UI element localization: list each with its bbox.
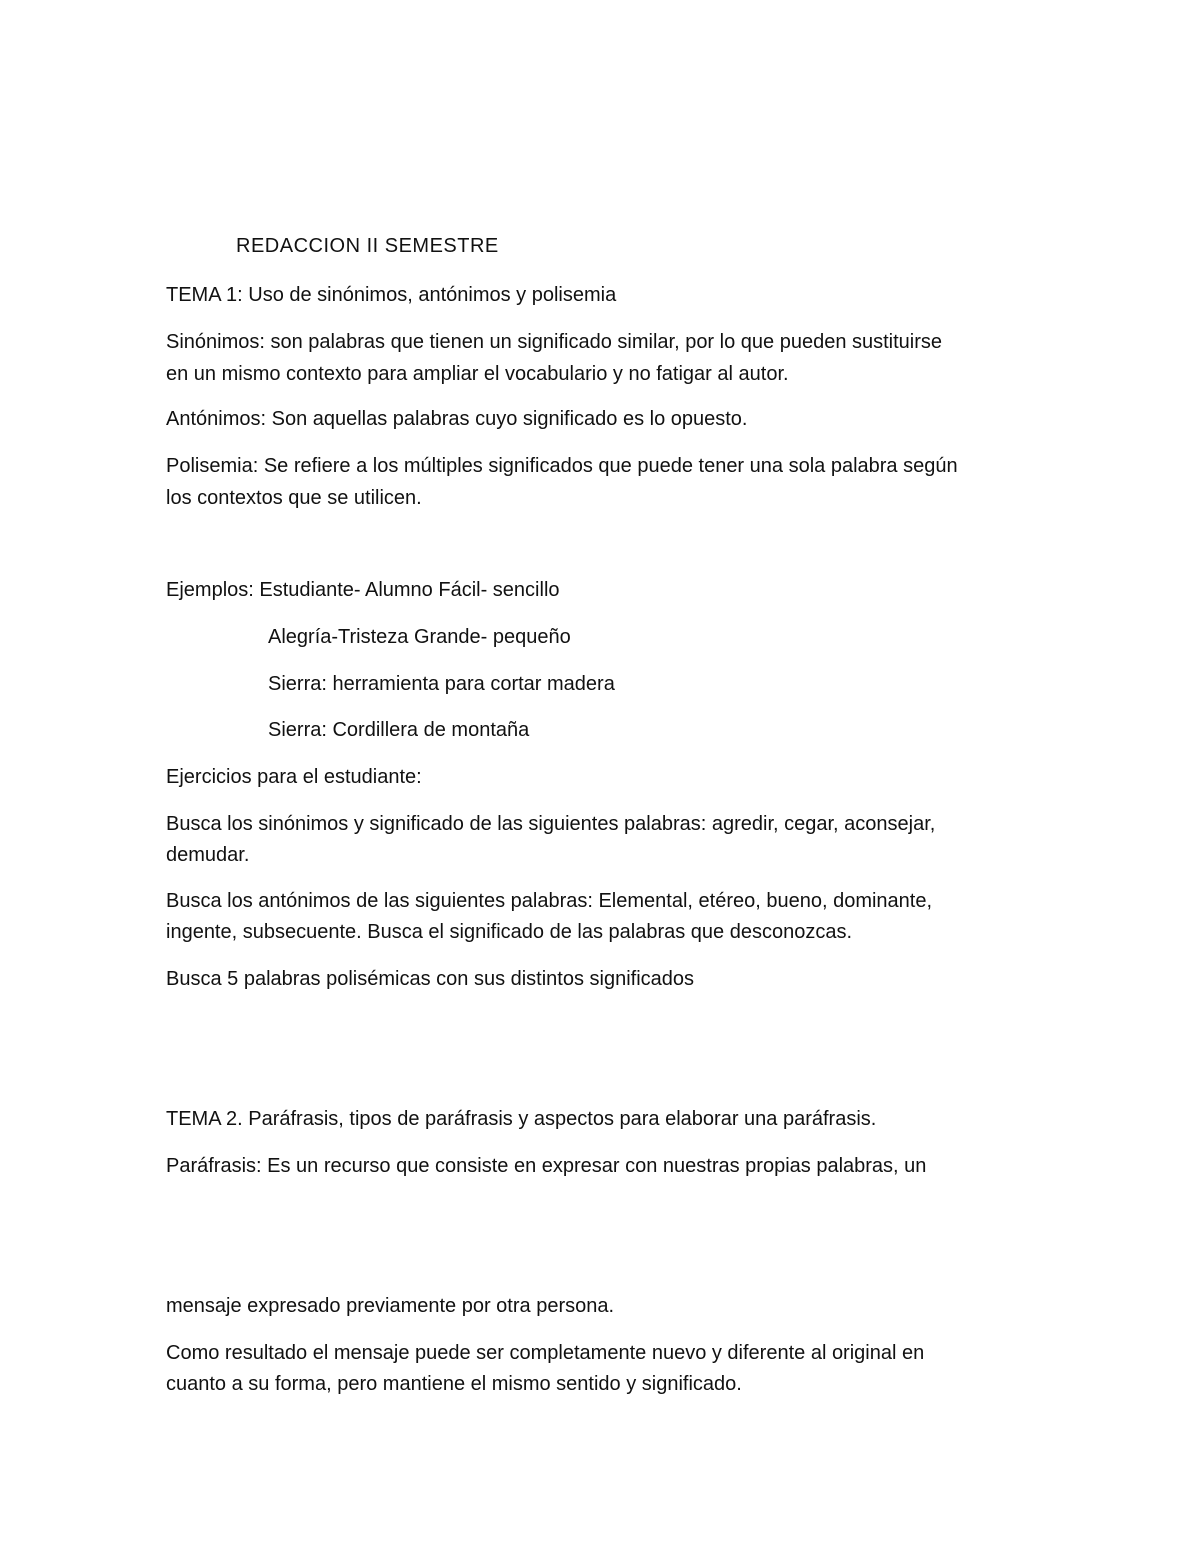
ejemplos-line-2: Alegría-Tristeza Grande- pequeño bbox=[268, 626, 571, 648]
ejercicios-heading: Ejercicios para el estudiante: bbox=[166, 766, 422, 788]
document-title: REDACCION II SEMESTRE bbox=[236, 235, 499, 257]
ejercicio-2-line-1: Busca los antónimos de las siguientes palabras: Elemental, etéreo, bueno, dominante, bbox=[166, 890, 933, 912]
tema2-heading: TEMA 2. Paráfrasis, tipos de paráfrasis y aspectos para elaborar una paráfrasis. bbox=[166, 1108, 877, 1130]
polisemia-line-1: Polisemia: Se refiere a los múltiples significados que puede tener una sola palabra según bbox=[166, 455, 958, 477]
sinonimos-line-1: Sinónimos: son palabras que tienen un significado similar, por lo que pueden sustituirse bbox=[166, 331, 943, 353]
ejemplos-line-3: Sierra: herramienta para cortar madera bbox=[268, 673, 615, 695]
antonimos-definition: Antónimos: Son aquellas palabras cuyo significado es lo opuesto. bbox=[166, 408, 748, 430]
polisemia-line-2: los contextos que se utilicen. bbox=[166, 487, 422, 509]
parafrasis-line-1: Paráfrasis: Es un recurso que consiste en expresar con nuestras propias palabras, un bbox=[166, 1155, 927, 1177]
ejercicio-3: Busca 5 palabras polisémicas con sus distintos significados bbox=[166, 968, 695, 990]
ejercicio-1-line-2: demudar. bbox=[166, 844, 250, 866]
sinonimos-line-2: en un mismo contexto para ampliar el vocabulario y no fatigar al autor. bbox=[166, 363, 789, 385]
resultado-line-1: Como resultado el mensaje puede ser completamente nuevo y diferente al original en bbox=[166, 1342, 925, 1364]
tema1-heading: TEMA 1: Uso de sinónimos, antónimos y polisemia bbox=[166, 284, 617, 306]
ejercicio-2-line-2: ingente, subsecuente. Busca el significado de las palabras que desconozcas. bbox=[166, 921, 853, 943]
ejercicio-1-line-1: Busca los sinónimos y significado de las siguientes palabras: agredir, cegar, aconsejar, bbox=[166, 813, 936, 835]
ejemplos-line-4: Sierra: Cordillera de montaña bbox=[268, 719, 530, 741]
parafrasis-line-2: mensaje expresado previamente por otra persona. bbox=[166, 1295, 615, 1317]
resultado-line-2: cuanto a su forma, pero mantiene el mismo sentido y significado. bbox=[166, 1373, 742, 1395]
ejemplos-line-1: Ejemplos: Estudiante- Alumno Fácil- sencillo bbox=[166, 579, 560, 601]
